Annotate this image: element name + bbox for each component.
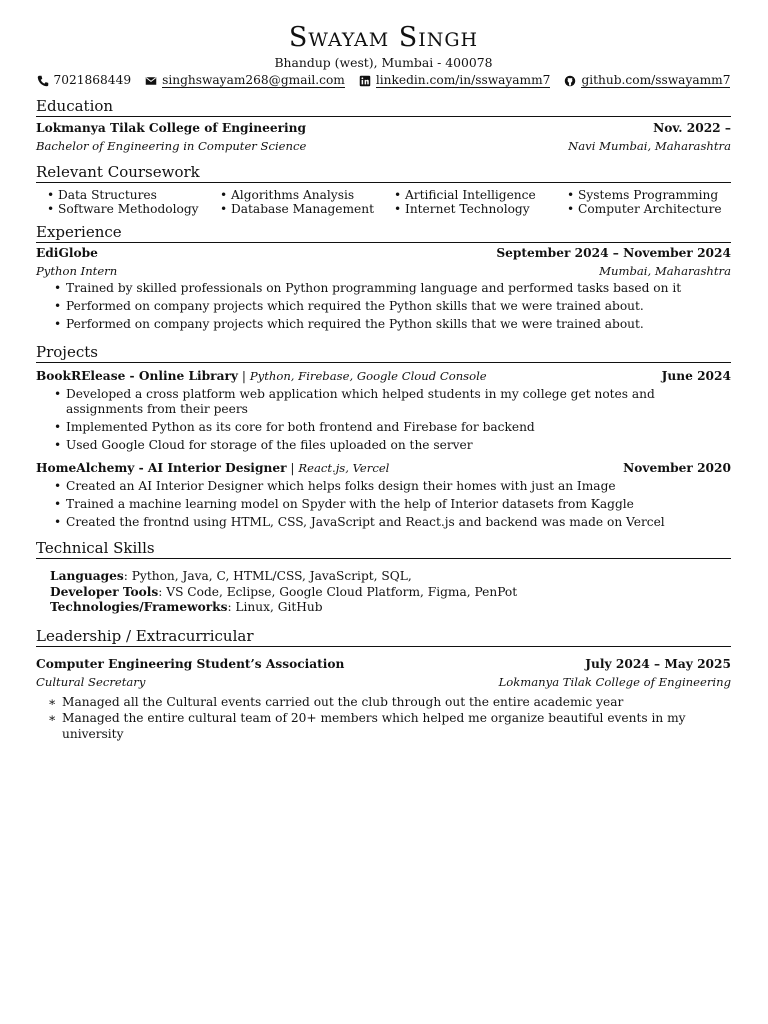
degree: Bachelor of Engineering in Computer Science [36,139,307,153]
list-item: ∗ Managed all the Cultural events carried out the club through out the entire academic year [62,694,731,710]
leadership-subrow [36,675,731,690]
experience-dates: September 2024 – November 2024 [496,246,731,260]
skills-heading: Technical Skills [36,539,731,559]
phone-number: 7021868449 [53,73,132,87]
coursework-section [36,163,731,216]
school-name: Lokmanya Tilak College of Engineering [36,121,307,135]
leadership-bullets [36,694,731,742]
contact-linkedin[interactable] [359,73,551,88]
education-section [36,97,731,154]
project-bullets [36,387,731,453]
education-row [36,121,731,136]
list-item: • Trained a machine learning model on Spyder with the help of Interior datasets from Kaggle [66,497,731,512]
leadership-row [36,657,731,672]
list-item: • Systems Programming [578,189,753,203]
candidate-name: Swayam Singh [288,22,479,53]
phone-icon [37,75,49,87]
skill-value: : VS Code, Eclipse, Google Cloud Platform, Figma, PenPot [158,584,518,599]
education-subrow [36,139,731,154]
education-location: Navi Mumbai, Maharashtra [568,139,731,153]
list-item: • Computer Architecture [578,203,753,217]
project-date: November 2020 [623,461,731,475]
skill-label: Languages [50,569,124,583]
list-item: • Artificial Intelligence [405,189,578,203]
email-link[interactable]: singhswayam268@gmail.com [162,73,345,87]
experience-section [36,223,731,335]
company-name: EdiGlobe [36,246,98,260]
linkedin-link[interactable]: linkedin.com/in/sswayamm7 [375,73,551,87]
list-item: • Software Methodology [58,203,231,217]
project-date: June 2024 [661,369,731,383]
skill-label: Developer Tools [50,584,159,599]
list-item: • Trained by skilled professionals on Python programming language and performed tasks based on it [66,281,731,296]
project-tech: Python, Firebase, Google Cloud Console [249,369,487,383]
list-item: • Performed on company projects which required the Python skills that we were trained about. [66,299,731,314]
organization-name: Computer Engineering Student’s Association [36,657,345,671]
skill-line [50,569,731,585]
github-link[interactable]: github.com/sswayamm7 [581,73,731,87]
experience-location: Mumbai, Maharashtra [599,264,731,278]
separator: | [238,369,250,383]
separator: | [286,461,299,475]
list-item: ∗ Managed the entire cultural team of 20+ members which helped me organize beautiful events in my university [62,710,731,742]
list-item: • Created the frontnd using HTML, CSS, JavaScript and React.js and backend was made on Vercel [66,515,731,530]
list-item: • Used Google Cloud for storage of the files uploaded on the server [66,438,731,453]
leadership-role: Cultural Secretary [36,675,146,689]
skill-value: : Python, Java, C, HTML/CSS, JavaScript, SQL, [123,569,412,583]
linkedin-icon [359,75,371,87]
list-item: • Algorithms Analysis [231,189,405,203]
skill-line [50,585,731,601]
project-bullets [36,479,731,530]
skills-list [36,569,731,616]
experience-subrow [36,264,731,279]
experience-bullets [36,281,731,332]
project-row [36,461,731,476]
coursework-list [36,189,731,216]
projects-heading: Projects [36,343,731,363]
skill-value: : Linux, GitHub [227,600,323,614]
list-item: • Performed on company projects which required the Python skills that we were trained about. [66,317,731,332]
list-item: • Internet Technology [405,203,578,217]
list-item: • Implemented Python as its core for both frontend and Firebase for backend [66,420,731,435]
contact-email[interactable] [145,73,345,88]
leadership-heading: Leadership / Extracurricular [36,627,731,647]
coursework-heading: Relevant Coursework [36,163,731,183]
list-item: • Data Structures [58,189,231,203]
skills-section [36,539,731,616]
project-row [36,369,731,384]
contact-bar [36,73,731,88]
project-name: HomeAlchemy - AI Interior Designer [36,461,287,475]
github-icon [564,75,576,87]
skill-line [50,600,731,616]
experience-row [36,246,731,261]
job-role: Python Intern [36,264,118,278]
address: Bhandup (west), Mumbai - 400078 [274,55,493,70]
contact-github[interactable] [564,73,730,88]
leadership-location: Lokmanya Tilak College of Engineering [498,675,731,689]
contact-phone [37,73,132,88]
experience-heading: Experience [36,223,731,243]
project-tech: React.js, Vercel [298,461,390,475]
project-name: BookRElease - Online Library [36,369,238,383]
projects-section [36,343,731,533]
education-heading: Education [36,97,731,117]
leadership-section [36,627,731,742]
education-dates: Nov. 2022 – [653,121,731,135]
list-item: • Created an AI Interior Designer which helps folks design their homes with just an Image [66,479,731,494]
skill-label: Technologies/Frameworks [50,600,228,614]
list-item: • Developed a cross platform web application which helped students in my college get notes and assignments from their peers [66,387,731,417]
leadership-dates: July 2024 – May 2025 [585,657,731,671]
list-item: • Database Management [231,203,405,217]
envelope-icon [145,75,157,87]
